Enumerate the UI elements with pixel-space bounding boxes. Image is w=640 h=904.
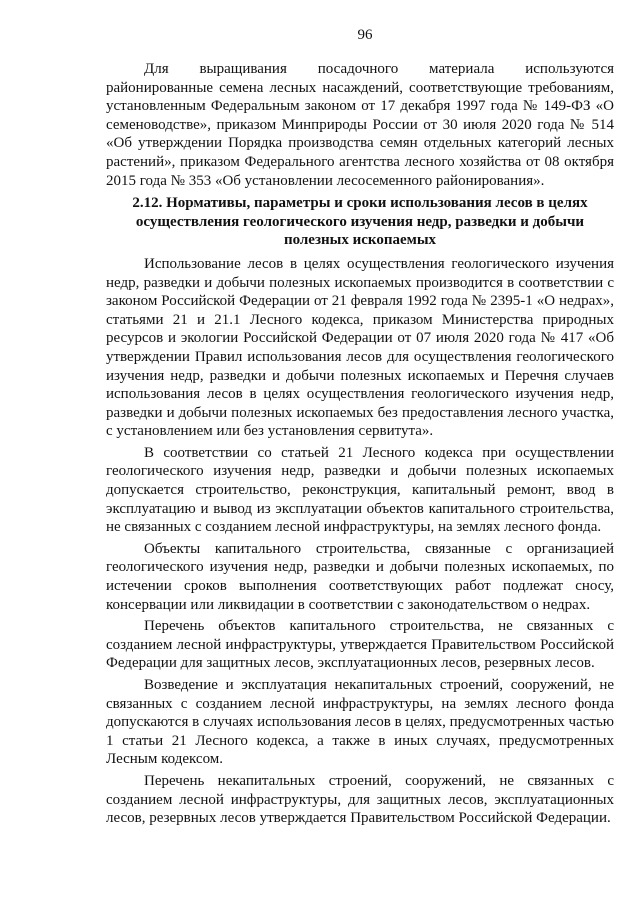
body-paragraph-2: В соответствии со статьей 21 Лесного кодекса при осуществлении геологического изучения недр, разведки и добычи полезных ископаемых допускается строительство, реконструкция, капитальный ремонт, ввод в эксплуатацию и вывод из эксплуатации объектов капитального строительства, не связанных с созданием лесной инфраструктуры, на землях лесного фонда. — [106, 444, 614, 536]
section-heading: 2.12. Нормативы, параметры и сроки использования лесов в целях осуществления геологического изучения недр, разведки и добычи полезных ископаемых — [132, 195, 588, 249]
document-page — [106, 26, 614, 828]
body-paragraph-3: Объекты капитального строительства, связанные с организацией геологического изучения недр, разведки и добычи полезных ископаемых, по истечении сроков выполнения соответствующих работ подлежат сносу, консервации или ликвидации в соответствии с законодательством о недрах. — [106, 540, 614, 613]
body-paragraph-4: Перечень объектов капитального строительства, не связанных с созданием лесной инфраструктуры, утверждается Правительством Российской Федерации для защитных лесов, эксплуатационных лесов, резервных лесов. — [106, 618, 614, 672]
page-number: 96 — [357, 27, 373, 43]
body-paragraph-1: Использование лесов в целях осуществления геологического изучения недр, разведки и добычи полезных ископаемых производится в соответствии с законом Российской Федерации от 21 февраля 1992 года № 2395-1 «О недрах», статьями 21 и 21.1 Лесного кодекса, приказом Министерства природных ресурсов и экологии Российской Федерации от 07 июля 2020 года № 417 «Об утверждении Правил использования лесов для осуществления геологического изучения недр, разведки и добычи полезных ископаемых и Перечня случаев использования лесов в целях осуществления геологического изучения недр, разведки и добычи полезных ископаемых без предоставления лесного участка, с установлением или без установления сервитута». — [106, 255, 614, 440]
body-paragraph-6: Перечень некапитальных строений, сооружений, не связанных с созданием лесной инфраструктуры, для защитных лесов, эксплуатационных лесов, резервных лесов утверждается Правительством Российской Федерации. — [106, 772, 614, 827]
body-paragraph-5: Возведение и эксплуатация некапитальных строений, сооружений, не связанных с созданием лесной инфраструктуры, на землях лесного фонда допускаются в случаях использования лесов в целях, предусмотренных частью 1 статьи 21 Лесного кодекса, а также в иных случаях, предусмотренных Лесным кодексом. — [106, 677, 614, 768]
intro-paragraph: Для выращивания посадочного материала используются районированные семена лесных насаждений, соответствующие требованиям, установленным Федеральным законом от 17 декабря 1997 года № 149-ФЗ «О семеноводстве», приказом Минприроды России от 30 июля 2020 года № 514 «Об утверждении Порядка производства семян отдельных категорий лесных растений», приказом Федерального агентства лесного хозяйства от 08 октября 2015 года № 353 «Об установлении лесосеменного районирования». — [106, 61, 614, 189]
